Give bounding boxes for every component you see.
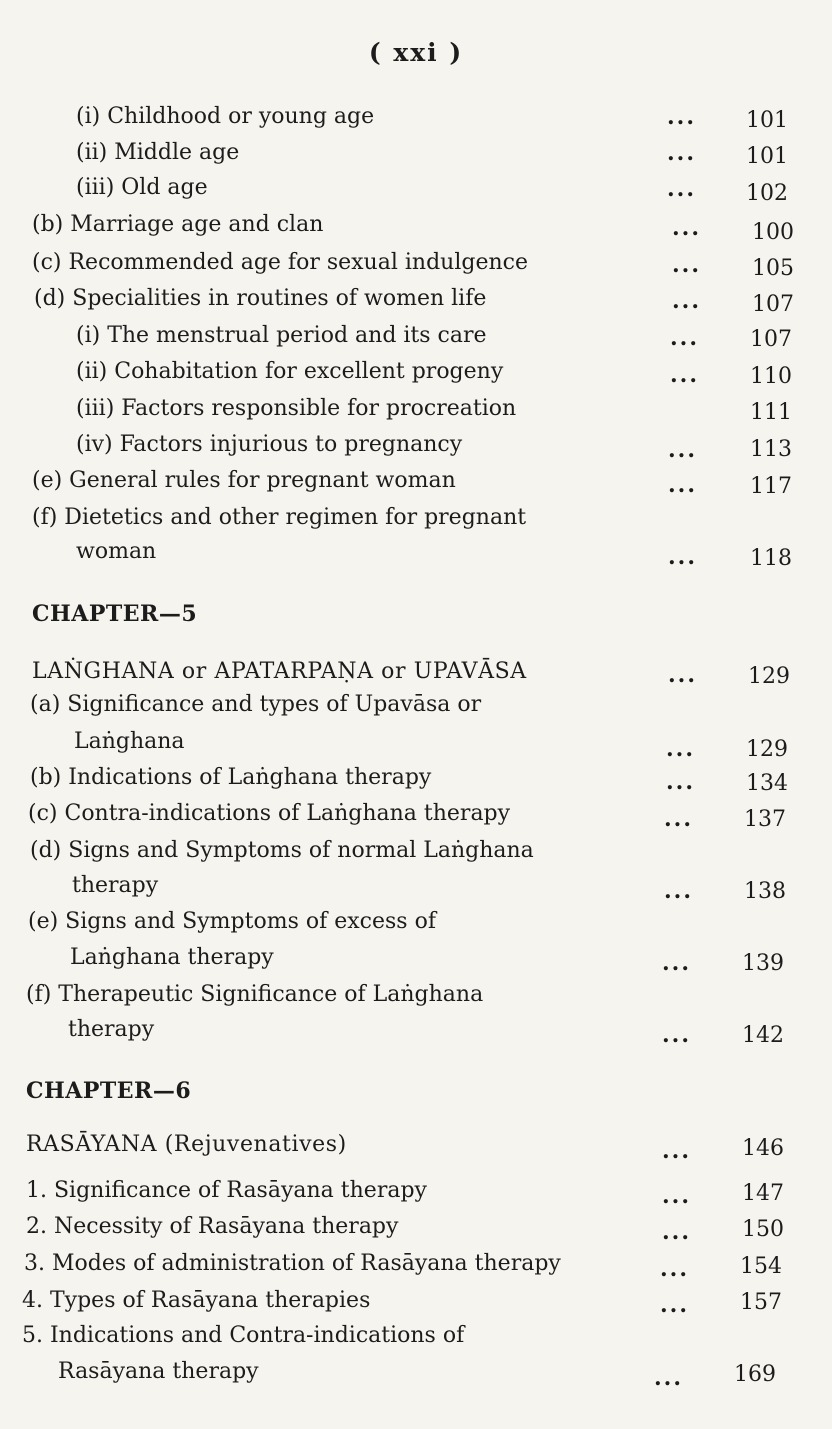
toc-leader: ...	[666, 769, 695, 795]
toc-entry-text: 5. Indications and Contra-indications of	[22, 1323, 465, 1348]
chapter-label: CHAPTER—6	[26, 1078, 192, 1104]
toc-leader: ...	[654, 1365, 683, 1391]
chapter-heading: LAṄGHANA or APATARPAṆA or UPAVĀSA	[32, 659, 527, 684]
chapter-label: CHAPTER—5	[32, 601, 198, 627]
toc-entry-text-continuation: Rasāyana therapy	[58, 1359, 259, 1384]
toc-entry-text: (iii) Old age	[76, 175, 208, 200]
toc-entry-text: (c) Recommended age for sexual indulgence	[32, 250, 528, 275]
toc-page-number: 118	[750, 546, 792, 571]
toc-page-number: 107	[752, 292, 794, 317]
toc-page-number: 129	[746, 737, 788, 762]
toc-entry-text: (ii) Cohabitation for excellent progeny	[76, 359, 504, 384]
toc-entry-text: (iii) Factors responsible for procreation	[76, 396, 517, 421]
toc-leader: ...	[660, 1256, 689, 1282]
toc-entry-text: (b) Indications of Laṅghana therapy	[30, 765, 432, 790]
toc-entry-text: 3. Modes of administration of Rasāyana therapy	[24, 1251, 561, 1276]
toc-leader: ...	[672, 215, 701, 241]
toc-leader: ...	[670, 325, 699, 351]
toc-leader: ...	[668, 472, 697, 498]
toc-page-number: 129	[748, 664, 790, 689]
toc-leader: ...	[672, 288, 701, 314]
toc-entry-text: (c) Contra-indications of Laṅghana therapy	[28, 801, 511, 826]
toc-page-number: 111	[750, 400, 792, 425]
toc-leader: ...	[670, 362, 699, 388]
toc-page-number: 134	[746, 771, 788, 796]
toc-page-number: 138	[744, 879, 786, 904]
toc-page-number: 139	[742, 951, 784, 976]
toc-page-number: 137	[744, 807, 786, 832]
toc-page-number: 100	[752, 220, 794, 245]
toc-entry-text: 2. Necessity of Rasāyana therapy	[26, 1214, 399, 1239]
chapter-heading: RASĀYANA (Rejuvenatives)	[26, 1132, 347, 1157]
toc-leader: ...	[667, 140, 696, 166]
toc-entry-text: 1. Significance of Rasāyana therapy	[26, 1178, 427, 1203]
toc-page-number: 169	[734, 1362, 776, 1387]
toc-leader: ...	[667, 176, 696, 202]
toc-page-number: 110	[750, 364, 792, 389]
toc-entry-text: (e) Signs and Symptoms of excess of	[28, 909, 436, 934]
toc-leader: ...	[667, 104, 696, 130]
toc-page-number: 150	[742, 1217, 784, 1242]
toc-leader: ...	[668, 544, 697, 570]
toc-entry-text: (d) Signs and Symptoms of normal Laṅghana	[30, 838, 534, 863]
toc-leader: ...	[660, 1292, 689, 1318]
toc-entry-text-continuation: Laṅghana	[74, 729, 185, 754]
toc-page-number: 117	[750, 474, 792, 499]
toc-leader: ...	[662, 1138, 691, 1164]
toc-leader: ...	[662, 1183, 691, 1209]
toc-leader: ...	[668, 437, 697, 463]
toc-page-number: 101	[746, 144, 788, 169]
toc-entry-text: (f) Dietetics and other regimen for pregnant	[32, 505, 527, 530]
toc-entry-text: (ii) Middle age	[76, 140, 240, 165]
toc-entry-text: (i) Childhood or young age	[76, 104, 375, 129]
toc-leader: ...	[672, 252, 701, 278]
toc-leader: ...	[662, 950, 691, 976]
toc-leader: ...	[668, 662, 697, 688]
toc-page-number: 154	[740, 1254, 782, 1279]
toc-entry-text-continuation: woman	[76, 539, 157, 564]
toc-page-number: 113	[750, 437, 792, 462]
toc-entry-text: (a) Significance and types of Upavāsa or	[30, 692, 482, 717]
toc-entry-text: (e) General rules for pregnant woman	[32, 468, 456, 493]
toc-page-number: 147	[742, 1181, 784, 1206]
toc-leader: ...	[664, 878, 693, 904]
toc-entry-text: (f) Therapeutic Significance of Laṅghana	[26, 982, 484, 1007]
toc-page-number: 107	[750, 327, 792, 352]
toc-page-number: 146	[742, 1136, 784, 1161]
toc-entry-text-continuation: therapy	[72, 873, 159, 898]
toc-leader: ...	[662, 1022, 691, 1048]
page-folio: ( xxi )	[368, 38, 464, 67]
toc-entry-text-continuation: therapy	[68, 1017, 155, 1042]
toc-entry-text: (b) Marriage age and clan	[32, 212, 324, 237]
toc-page-number: 101	[746, 108, 788, 133]
toc-page-number: 102	[746, 181, 788, 206]
toc-page-number: 105	[752, 256, 794, 281]
toc-entry-text: (iv) Factors injurious to pregnancy	[76, 432, 463, 457]
toc-entry-text: (d) Specialities in routines of women life	[34, 286, 487, 311]
toc-page-number: 157	[740, 1290, 782, 1315]
toc-entry-text-continuation: Laṅghana therapy	[70, 945, 274, 970]
toc-leader: ...	[664, 806, 693, 832]
toc-leader: ...	[662, 1219, 691, 1245]
toc-entry-text: 4. Types of Rasāyana therapies	[22, 1288, 371, 1313]
toc-entry-text: (i) The menstrual period and its care	[76, 323, 487, 348]
toc-leader: ...	[666, 736, 695, 762]
toc-page-number: 142	[742, 1023, 784, 1048]
